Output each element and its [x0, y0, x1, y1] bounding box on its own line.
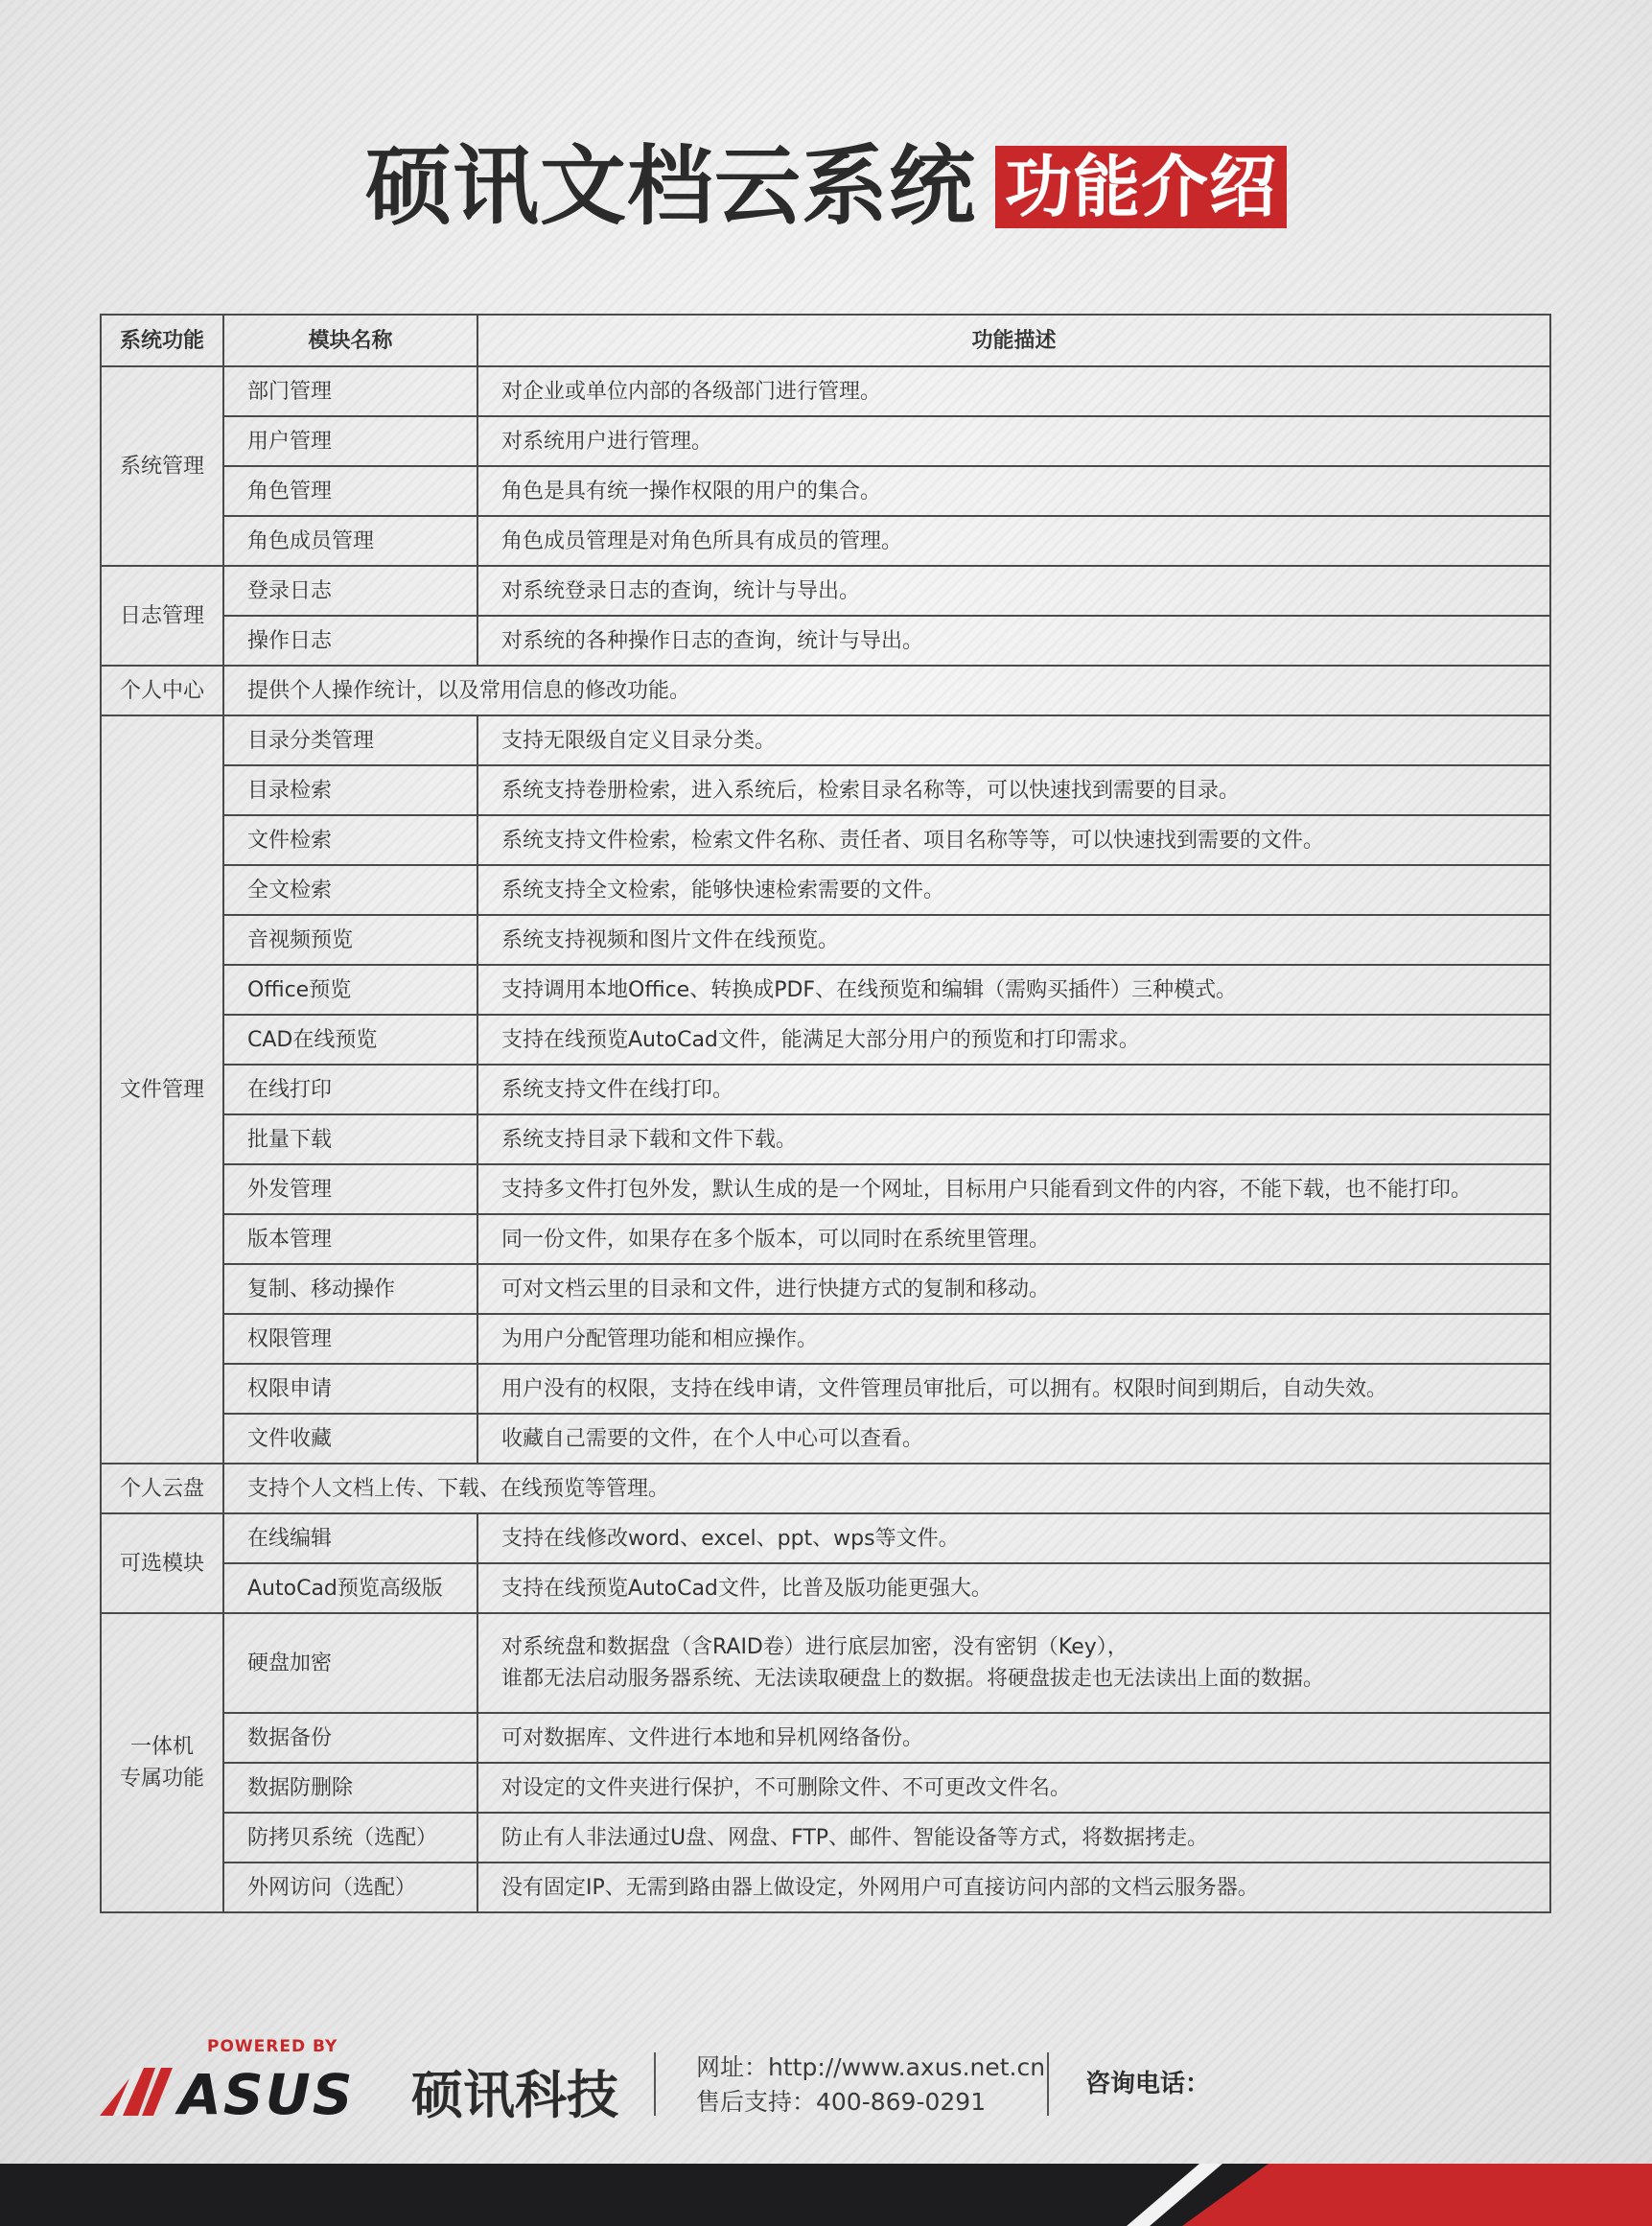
category-cell: 日志管理	[101, 566, 223, 666]
category-cell: 个人中心	[101, 666, 223, 715]
table-row	[101, 1065, 1550, 1114]
table-row	[101, 1563, 1550, 1613]
module-cell: 角色成员管理	[223, 516, 477, 566]
module-cell: 硬盘加密	[223, 1613, 477, 1713]
table-row	[101, 1364, 1550, 1414]
module-cell: 部门管理	[223, 366, 477, 416]
table-row	[101, 1763, 1550, 1813]
description-cell: 为用户分配管理功能和相应操作。	[477, 1314, 1550, 1364]
description-cell: 支持在线预览AutoCad文件，比普及版功能更强大。	[477, 1563, 1550, 1613]
support-text: 售后支持：400-869-0291	[696, 2088, 987, 2117]
description-cell: 对系统的各种操作日志的查询，统计与导出。	[477, 616, 1550, 666]
category-cell: 系统管理	[101, 366, 223, 566]
table-row	[101, 1314, 1550, 1364]
table-row	[101, 1863, 1550, 1912]
module-cell: 用户管理	[223, 416, 477, 466]
table-row	[101, 516, 1550, 566]
module-cell: 权限管理	[223, 1314, 477, 1364]
module-cell: 数据备份	[223, 1713, 477, 1763]
module-cell: 外发管理	[223, 1164, 477, 1214]
table-row	[101, 366, 1550, 416]
page-title	[0, 136, 1652, 237]
module-cell: 目录分类管理	[223, 715, 477, 765]
description-cell: 系统支持全文检索，能够快速检索需要的文件。	[477, 865, 1550, 915]
module-cell: 外网访问（选配）	[223, 1863, 477, 1912]
table-row	[101, 715, 1550, 765]
category-cell: 可选模块	[101, 1513, 223, 1613]
table-row	[101, 1214, 1550, 1264]
module-cell: 权限申请	[223, 1364, 477, 1414]
hotline-label: 咨询电话：	[1085, 2070, 1211, 2098]
category-cell: 文件管理	[101, 715, 223, 1464]
module-cell: 登录日志	[223, 566, 477, 616]
module-cell: 角色管理	[223, 466, 477, 516]
table-row	[101, 1414, 1550, 1464]
module-cell: 文件收藏	[223, 1414, 477, 1464]
contact-info	[696, 2050, 1045, 2121]
module-cell: 版本管理	[223, 1214, 477, 1264]
category-cell: 一体机 专属功能	[101, 1613, 223, 1912]
table-body	[101, 366, 1550, 1912]
header-description: 功能描述	[477, 315, 1550, 366]
table-row	[101, 865, 1550, 915]
powered-by-text: POWERED BY	[207, 2037, 338, 2056]
asus-logo-icon	[100, 2060, 387, 2120]
module-cell: 数据防删除	[223, 1763, 477, 1813]
module-cell: 操作日志	[223, 616, 477, 666]
description-cell: 用户没有的权限，支持在线申请，文件管理员审批后，可以拥有。权限时间到期后，自动失效。	[477, 1364, 1550, 1414]
table-row	[101, 1164, 1550, 1214]
module-cell: 文件检索	[223, 815, 477, 865]
description-cell: 系统支持卷册检索，进入系统后，检索目录名称等，可以快速找到需要的目录。	[477, 765, 1550, 815]
module-cell: Office预览	[223, 965, 477, 1015]
table-row	[101, 566, 1550, 616]
description-cell: 可对文档云里的目录和文件，进行快捷方式的复制和移动。	[477, 1264, 1550, 1314]
table-row	[101, 466, 1550, 516]
table-row	[101, 965, 1550, 1015]
table-row	[101, 1264, 1550, 1314]
table-row	[101, 1813, 1550, 1863]
module-cell: 目录检索	[223, 765, 477, 815]
module-cell: AutoCad预览高级版	[223, 1563, 477, 1613]
header-category: 系统功能	[101, 315, 223, 366]
description-cell: 对设定的文件夹进行保护，不可删除文件、不可更改文件名。	[477, 1763, 1550, 1813]
description-cell: 可对数据库、文件进行本地和异机网络备份。	[477, 1713, 1550, 1763]
description-cell: 支持在线预览AutoCad文件，能满足大部分用户的预览和打印需求。	[477, 1015, 1550, 1065]
footer-divider	[654, 2052, 656, 2116]
module-cell: 复制、移动操作	[223, 1264, 477, 1314]
description-cell: 系统支持目录下载和文件下载。	[477, 1114, 1550, 1164]
svg-text:ASUS: ASUS	[178, 2062, 355, 2120]
table-row	[101, 616, 1550, 666]
description-cell: 角色是具有统一操作权限的用户的集合。	[477, 466, 1550, 516]
description-cell: 对系统用户进行管理。	[477, 416, 1550, 466]
table-row	[101, 416, 1550, 466]
table-row	[101, 1464, 1550, 1513]
module-cell: 音视频预览	[223, 915, 477, 965]
description-cell: 对系统盘和数据盘（含RAID卷）进行底层加密，没有密钥（Key）， 谁都无法启动服务器系统、无法读取硬盘上的数据。将硬盘拔走也无法读出上面的数据。	[477, 1613, 1550, 1713]
description-cell: 没有固定IP、无需到路由器上做设定，外网用户可直接访问内部的文档云服务器。	[477, 1863, 1550, 1912]
table-row	[101, 1713, 1550, 1763]
module-cell: 在线编辑	[223, 1513, 477, 1563]
title-main: 硕讯文档云系统	[365, 136, 976, 237]
module-cell: CAD在线预览	[223, 1015, 477, 1065]
description-cell: 防止有人非法通过U盘、网盘、FTP、邮件、智能设备等方式，将数据拷走。	[477, 1813, 1550, 1863]
table-row	[101, 815, 1550, 865]
table-row	[101, 1613, 1550, 1713]
header-module: 模块名称	[223, 315, 477, 366]
footer	[100, 2033, 1551, 2139]
module-cell: 全文检索	[223, 865, 477, 915]
description-cell: 对系统登录日志的查询，统计与导出。	[477, 566, 1550, 616]
category-cell: 个人云盘	[101, 1464, 223, 1513]
table-row	[101, 765, 1550, 815]
module-cell: 在线打印	[223, 1065, 477, 1114]
table-row	[101, 1114, 1550, 1164]
description-cell: 系统支持文件在线打印。	[477, 1065, 1550, 1114]
description-cell: 同一份文件，如果存在多个版本，可以同时在系统里管理。	[477, 1214, 1550, 1264]
description-cell: 收藏自己需要的文件，在个人中心可以查看。	[477, 1414, 1550, 1464]
module-cell: 防拷贝系统（选配）	[223, 1813, 477, 1863]
table-row	[101, 915, 1550, 965]
description-cell: 支持无限级自定义目录分类。	[477, 715, 1550, 765]
title-tag: 功能介绍	[995, 146, 1287, 228]
feature-table	[100, 314, 1551, 1913]
description-cell: 支持个人文档上传、下载、在线预览等管理。	[223, 1464, 1550, 1513]
table-row	[101, 1015, 1550, 1065]
description-cell: 系统支持视频和图片文件在线预览。	[477, 915, 1550, 965]
description-cell: 支持调用本地Office、转换成PDF、在线预览和编辑（需购买插件）三种模式。	[477, 965, 1550, 1015]
table-row	[101, 1513, 1550, 1563]
website-text: 网址：http://www.axus.net.cn	[696, 2053, 1046, 2081]
module-cell: 批量下载	[223, 1114, 477, 1164]
table-header-row	[101, 315, 1550, 366]
description-cell: 支持在线修改word、excel、ppt、wps等文件。	[477, 1513, 1550, 1563]
table-row	[101, 666, 1550, 715]
description-cell: 支持多文件打包外发，默认生成的是一个网址，目标用户只能看到文件的内容，不能下载，也不能打印。	[477, 1164, 1550, 1214]
description-cell: 提供个人操作统计，以及常用信息的修改功能。	[223, 666, 1550, 715]
description-cell: 角色成员管理是对角色所具有成员的管理。	[477, 516, 1550, 566]
footer-divider	[1047, 2052, 1049, 2116]
description-cell: 对企业或单位内部的各级部门进行管理。	[477, 366, 1550, 416]
description-cell: 系统支持文件检索，检索文件名称、责任者、项目名称等等，可以快速找到需要的文件。	[477, 815, 1550, 865]
company-name: 硕讯科技	[411, 2065, 618, 2125]
